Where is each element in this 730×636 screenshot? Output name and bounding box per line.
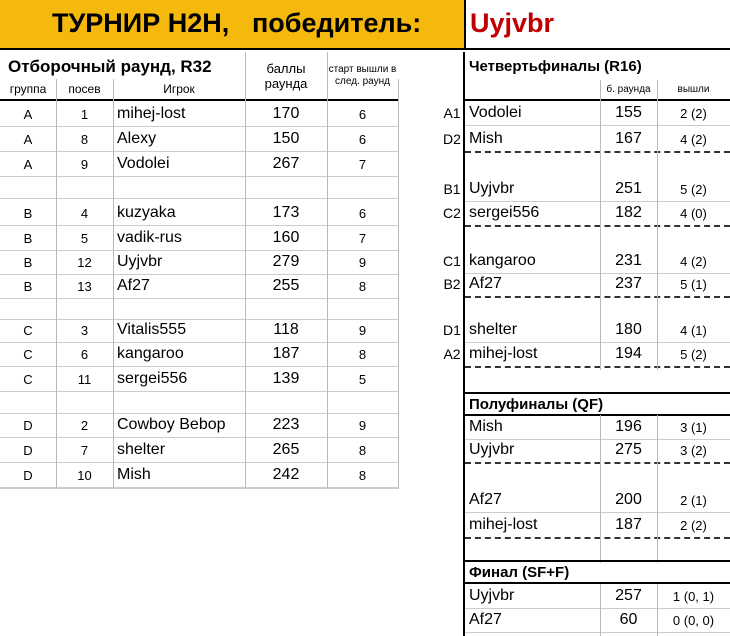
- player-cell: Uyjvbr: [117, 253, 163, 270]
- score-cell: 242: [272, 466, 300, 483]
- group-cell: C: [23, 322, 33, 338]
- qf-player: Mish: [469, 130, 503, 147]
- seed-cell: 5: [80, 230, 89, 246]
- score-cell: 170: [272, 105, 300, 122]
- group-cell: C: [23, 346, 33, 362]
- player-cell: kangaroo: [117, 345, 184, 362]
- qf-score: 251: [615, 180, 642, 197]
- advance-cell: 8: [358, 346, 367, 362]
- row-divider: [0, 198, 398, 199]
- score-cell: 118: [273, 321, 299, 338]
- sf-player: Uyjvbr: [469, 441, 515, 458]
- seed-cell: 8: [80, 131, 89, 147]
- advance-cell: 8: [358, 467, 367, 483]
- header-group: группа: [9, 82, 47, 96]
- group-cell: D: [23, 467, 33, 483]
- column-divider: [327, 52, 328, 80]
- column-divider: [398, 79, 399, 489]
- group-cell: A: [23, 131, 33, 147]
- final-result: 0 (0, 0): [672, 612, 715, 628]
- row-divider: [0, 176, 398, 177]
- advance-cell: 9: [358, 254, 367, 270]
- match-separator: [465, 296, 730, 298]
- sf-result: 3 (2): [680, 442, 707, 458]
- column-divider: [56, 79, 57, 489]
- match-separator: [465, 366, 730, 368]
- group-cell: B: [23, 278, 33, 294]
- qf-result: 5 (1): [680, 276, 707, 292]
- column-divider: [245, 52, 246, 80]
- player-cell: kuzyaka: [117, 204, 176, 221]
- match-separator: [465, 537, 730, 539]
- match-separator: [465, 151, 730, 153]
- seed-cell: 10: [77, 467, 92, 483]
- qf-score: 155: [615, 104, 642, 121]
- qf-score-header: б. раунда: [606, 83, 651, 95]
- quarterfinals-title: Четвертьфиналы (R16): [469, 57, 642, 75]
- player-cell: vadik-rus: [117, 229, 182, 246]
- seed-cell: 6: [80, 346, 89, 362]
- qf-result-header: вышли: [677, 83, 710, 95]
- winner-name: Uyjvbr: [470, 8, 555, 38]
- final-player: Uyjvbr: [469, 587, 515, 604]
- header-player: Игрок: [163, 82, 195, 96]
- advance-cell: 7: [358, 156, 367, 172]
- qf-player: mihej-lost: [469, 345, 538, 362]
- row-divider: [0, 298, 398, 299]
- winner-label: победитель:: [252, 8, 422, 38]
- seed-cell: 13: [77, 278, 92, 294]
- row-divider: [465, 125, 730, 126]
- group-cell: D: [23, 417, 33, 433]
- bracket-slot: C2: [443, 205, 461, 221]
- player-cell: Cowboy Bebop: [117, 416, 226, 433]
- seed-cell: 7: [80, 442, 89, 458]
- score-cell: 223: [272, 416, 300, 433]
- qf-score: 167: [615, 130, 642, 147]
- row-divider: [0, 413, 398, 414]
- score-cell: 279: [272, 253, 300, 270]
- bracket-slot: C1: [443, 253, 461, 269]
- advance-cell: 7: [358, 230, 367, 246]
- group-cell: A: [23, 156, 33, 172]
- qf-player: Vodolei: [469, 104, 522, 121]
- group-cell: B: [23, 254, 33, 270]
- qf-score: 237: [615, 275, 642, 292]
- column-divider: [327, 79, 328, 489]
- advance-cell: 6: [358, 131, 367, 147]
- bracket-slot: B1: [443, 181, 461, 197]
- seed-cell: 1: [80, 106, 89, 122]
- header-underline: [0, 99, 398, 101]
- qf-result: 5 (2): [680, 346, 707, 362]
- score-cell: 160: [272, 229, 300, 246]
- qf-player: Uyjvbr: [469, 180, 515, 197]
- title-banner: [0, 0, 730, 50]
- column-divider: [600, 584, 601, 636]
- sf-score: 196: [615, 418, 642, 435]
- qualifying-title: Отборочный раунд, R32: [8, 57, 212, 76]
- match-separator: [465, 462, 730, 464]
- score-cell: 173: [272, 204, 300, 221]
- final-score: 257: [615, 587, 642, 604]
- sf-score: 200: [615, 491, 642, 508]
- semifinals-title: Полуфиналы (QF): [469, 395, 604, 413]
- bracket-slot: B2: [443, 276, 461, 292]
- column-divider: [600, 80, 601, 370]
- seed-cell: 9: [80, 156, 89, 172]
- qf-score: 194: [615, 345, 642, 362]
- header-score: баллы раунда: [264, 61, 308, 91]
- sf-result: 2 (2): [680, 517, 707, 533]
- score-cell: 255: [272, 277, 300, 294]
- group-cell: B: [23, 205, 33, 221]
- group-cell: C: [23, 371, 33, 387]
- seed-cell: 2: [80, 417, 89, 433]
- advance-cell: 9: [358, 322, 367, 338]
- player-cell: sergei556: [117, 370, 188, 387]
- player-cell: shelter: [117, 441, 166, 458]
- advance-cell: 5: [358, 371, 367, 387]
- player-cell: Alexy: [117, 130, 157, 147]
- column-divider: [657, 584, 658, 636]
- qf-result: 4 (1): [680, 322, 707, 338]
- match-separator: [465, 225, 730, 227]
- column-divider: [657, 80, 658, 370]
- row-divider: [0, 391, 398, 392]
- bracket-slot: D2: [443, 131, 461, 147]
- column-divider: [600, 415, 601, 563]
- qf-result: 2 (2): [680, 105, 707, 121]
- qf-score: 231: [615, 252, 642, 269]
- bracket-slot: A2: [443, 346, 461, 362]
- final-result: 1 (0, 1): [672, 588, 715, 604]
- qf-result: 5 (2): [680, 181, 707, 197]
- sf-result: 3 (1): [680, 419, 707, 435]
- seed-cell: 12: [77, 254, 92, 270]
- final-score: 60: [619, 611, 638, 628]
- winner-box: [464, 0, 730, 48]
- player-cell: Mish: [117, 466, 151, 483]
- qf-score: 180: [615, 321, 642, 338]
- player-cell: Af27: [117, 277, 150, 294]
- group-cell: D: [23, 442, 33, 458]
- score-cell: 267: [272, 155, 300, 172]
- final-player: Af27: [469, 611, 502, 628]
- qf-player: Af27: [469, 275, 502, 292]
- final-title: Финал (SF+F): [469, 563, 570, 581]
- advance-cell: 6: [358, 205, 367, 221]
- group-cell: B: [23, 230, 33, 246]
- sf-score: 275: [615, 441, 642, 458]
- header-advance: старт вышли в след. раунд: [328, 64, 397, 87]
- tournament-title: ТУРНИР Н2Н,: [52, 8, 230, 38]
- score-cell: 139: [272, 370, 300, 387]
- sf-player: Mish: [469, 418, 503, 435]
- table-bottom: [0, 488, 398, 489]
- sf-player: Af27: [469, 491, 502, 508]
- advance-cell: 8: [358, 442, 367, 458]
- qf-score: 182: [615, 204, 642, 221]
- seed-cell: 4: [80, 205, 89, 221]
- seed-cell: 11: [77, 371, 92, 387]
- header-seed: посев: [68, 82, 101, 96]
- bracket-slot: A1: [443, 105, 461, 121]
- score-cell: 150: [272, 130, 300, 147]
- bracket-slot: D1: [443, 322, 461, 338]
- player-cell: Vodolei: [117, 155, 170, 172]
- qf-result: 4 (2): [680, 131, 707, 147]
- qf-player: kangaroo: [469, 252, 536, 269]
- row-divider: [465, 632, 730, 633]
- advance-cell: 6: [358, 106, 367, 122]
- qf-result: 4 (0): [680, 205, 707, 221]
- player-cell: mihej-lost: [117, 105, 186, 122]
- sf-result: 2 (1): [680, 492, 707, 508]
- column-divider: [113, 79, 114, 489]
- score-cell: 187: [272, 345, 300, 362]
- group-cell: A: [23, 106, 33, 122]
- column-divider: [657, 415, 658, 563]
- qf-result: 4 (2): [680, 253, 707, 269]
- row-divider: [0, 319, 398, 320]
- score-cell: 265: [272, 441, 300, 458]
- column-divider: [245, 79, 246, 489]
- qf-player: sergei556: [469, 204, 540, 221]
- sf-player: mihej-lost: [469, 516, 538, 533]
- qf-player: shelter: [469, 321, 518, 338]
- advance-cell: 8: [358, 278, 367, 294]
- advance-cell: 9: [358, 417, 367, 433]
- sf-score: 187: [615, 516, 642, 533]
- player-cell: Vitalis555: [117, 321, 187, 338]
- seed-cell: 3: [80, 322, 89, 338]
